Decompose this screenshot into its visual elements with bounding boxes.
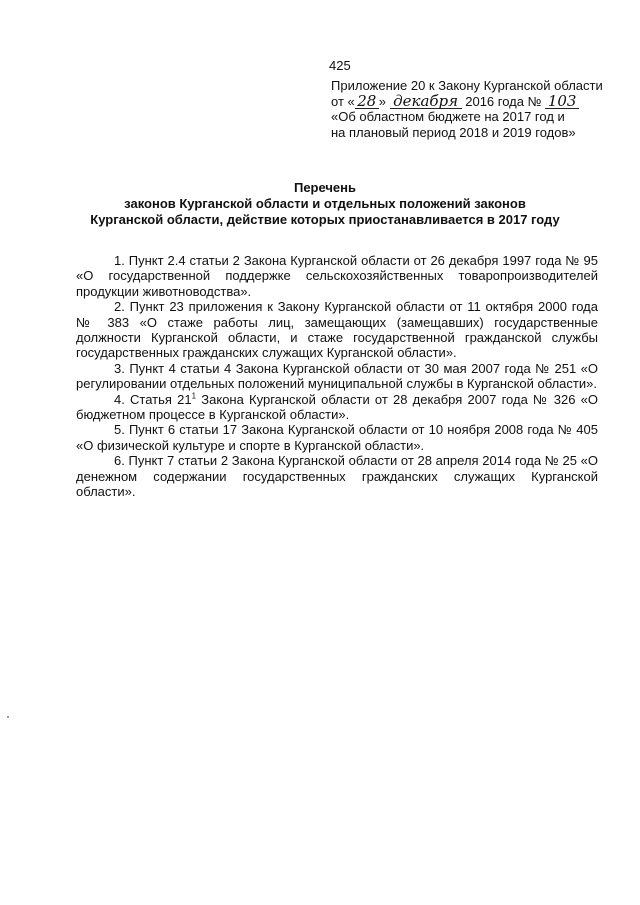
list-item-1: 1. Пункт 2.4 статьи 2 Закона Курганской области от 26 декабря 1997 года № 95 «О государственной поддержке сельскохозяйственных товаропроизводителей продукции животноводства». (76, 253, 598, 299)
law-list (76, 253, 598, 500)
appendix-date-line (331, 91, 611, 110)
handwritten-day: 28 (355, 94, 379, 109)
handwritten-month: декабря (390, 94, 462, 109)
page-number: 425 (329, 58, 351, 73)
date-prefix: от « (331, 93, 355, 109)
list-item-3: 3. Пункт 4 статьи 4 Закона Курганской области от 30 мая 2007 года № 251 «О регулировании отдельных положений муниципальной службы в Курганской области». (76, 360, 598, 392)
appendix-header (331, 78, 611, 140)
title-subtitle: законов Курганской области и отдельных положений законов Курганской области, действие которых приостанавливается в 2017 году (90, 196, 560, 227)
item-4-prefix: 4. Статья 21 (114, 391, 192, 407)
handwritten-law-number: 103 (545, 94, 579, 109)
list-item-4 (76, 392, 598, 423)
list-item-6: 6. Пункт 7 статьи 2 Закона Курганской области от 28 апреля 2014 года № 25 «О денежном содержании государственных гражданских служащих Курганской области». (76, 453, 598, 500)
margin-mark (7, 716, 9, 718)
item-4-suffix: Закона Курганской области от 28 декабря 2007 года № 326 «О бюджетном процессе в Курганской области». (76, 391, 598, 423)
date-close-quote: » (378, 93, 386, 109)
appendix-line-1: Приложение 20 к Закону Курганской области (331, 78, 603, 93)
item-4-superscript: 1 (191, 391, 197, 401)
appendix-line-3: «Об областном бюджете на 2017 год и (331, 109, 565, 124)
appendix-line-4: на плановый период 2018 и 2019 годов» (331, 124, 576, 140)
list-item-2: 2. Пункт 23 приложения к Закону Курганской области от 11 октября 2000 года № 383 «О стаже работы лиц, замещающих (замещавших) государственные должности Курганской области, и стаже государственной гражданской службы государственных гражданских служащих Курганской области». (76, 299, 598, 361)
year-text: 2016 года № (465, 93, 542, 109)
title-heading: Перечень (293, 180, 357, 195)
document-title (90, 180, 560, 228)
list-item-5: 5. Пункт 6 статьи 17 Закона Курганской области от 10 ноября 2008 года № 405 «О физической культуре и спорте в Курганской области». (76, 422, 598, 453)
